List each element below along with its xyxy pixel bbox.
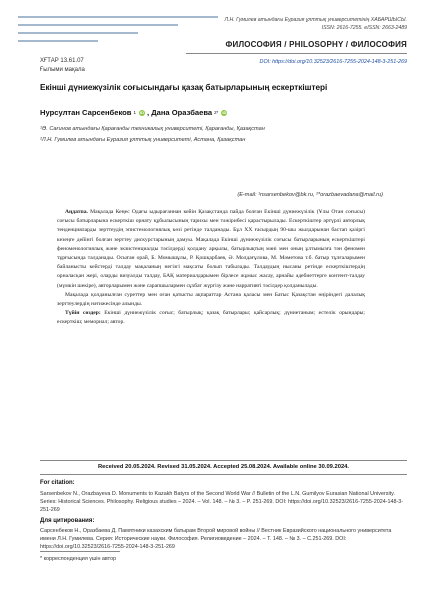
- affiliation-1: ¹Ә. Сағинов атындағы Қарағанды техникалық университеті, Қарағанды, Қазақстан: [40, 126, 265, 132]
- journal-info: [167, 16, 407, 32]
- citation-heading-ru: Для цитирования:: [40, 518, 95, 524]
- citation-text-ru: Сарсенбеков Н., Оразбаева Д. Памятники казахским батырам Второй мировой войны // Вестник Евразийского национального университета имени Л.Н. Гумилева. Серия: Исторические науки. Философия. Религиоведение – 2024. – Т. 148. – № 3. – С.251-269. DOI: https://doi.org/10.32523/2616-7255-2024-148-3-251-269: [40, 528, 392, 551]
- citation-heading-en: For citation:: [40, 480, 75, 486]
- citation-text-en: Sarsenbekov N., Orazbayeva D. Monuments to Kazakh Batyrs of the Second World War // Bulletin of the L.N. Gumilyov Eurasian National University. Series: Historical Sciences. Philosophy. Religious studies – 2024. – Vol. 148. – № 3. – P. 251-269. DOI: https://doi.org/10.32523/2616-7255-2024-148-3-251-269: [40, 491, 404, 514]
- divider: [40, 474, 407, 475]
- abstract-paragraph: [57, 208, 365, 291]
- article-type: Ғылыми мақала: [40, 67, 85, 73]
- affiliation-2: ²Л.Н. Гумилев атындағы Еуразия ұлттық университеті, Астана, Қазақстан: [40, 137, 246, 143]
- author-list: [40, 108, 227, 117]
- abstract: [57, 208, 365, 328]
- section-divider: [186, 53, 407, 54]
- doi-link[interactable]: DOI: https://doi.org/10.32523/2616-7255-2024-148-3-251-269: [259, 59, 407, 65]
- abstract-text: Мақалада Кеңес Одағы ыдырағаннан кейін Қазақстанда пайда болған Екінші дүниежүзілік (Ұлы Отан соғысы) соғысы батырларына ескерткіш орнату құбылысының тарихы мен тәжірибесі қарастырылады. Ескерткіштер әртүрлі авторлық тенденцияларды зерттеудің эпистемологиялық көзі ретінде талданады. Бұл XX ғасырдың 90-шы жылдарынан бастап қазіргі кезеңге дейінгі болған зерттеу дискурстарының дамуы. Мақалада Екінші дүниежүзілік соғысы батырларының ескерткіштері феноменологиялық және экзистенциалды тәсілдерді қолдану арқылы, батырлықтың мәні мен оның ұлтымызға тән феномен тұрғысында талданады. Осыған орай, Б. Момышұлы, Р. Қошқарбаев, Ә. Молдағұлова, М. Мәметова т.б. батыр тұлғаларымен байланысты кейстерді талдау мақаланың негізгі мақсаты болып табылады. Талдаудың нысаны ретінде ескерткіштердің орналасқан жері, оларды визуалды талдау, БАҚ материалдарымен бірлесе жұмыс жасау, арнайы әдебиеттерге контент-талдау (мүмкін шекіре), авторларымен және сарапшылармен сұхбат жүргізу және нарративті тәсілдер қолданылады.: [57, 209, 365, 289]
- author-emails: (E-mail: ¹nsarsenbekov@bk.ru, ²*orazbaevadana@mail.ru): [237, 192, 383, 198]
- keywords-text: Екінші дүниежүзілік соғыс; батырлық; қазақ батырлары; қайсарлық; дүниетаным; естелік орындары; ескерткіш; мемориал; автор.: [57, 310, 365, 326]
- keywords-paragraph: [57, 309, 365, 327]
- section-title: ФИЛОСОФИЯ / PHILOSOPHY / ФИЛОСОФИЯ: [225, 40, 407, 49]
- journal-name: Л.Н. Гумилев атындағы Еуразия ұлттық университетінің ХАБАРШЫСЫ.: [224, 17, 407, 23]
- abstract-label: Аңдатпа.: [65, 209, 88, 215]
- abstract-paragraph: Мақалада қолданылған суреттер мен оған қатысты ақпараттар Астана қаласы мен Батыс Қазақстан өңіріндегі далалық зерттеулердің нәтижесінде алынды.: [57, 291, 365, 308]
- irstp-code: ХҒТАР 13.61.07: [40, 58, 84, 64]
- divider: [40, 460, 407, 461]
- author-name: Нурсултан Сарсенбеков: [40, 108, 132, 117]
- author-name: , Дана Оразбаева: [146, 108, 213, 117]
- author-affil-mark: 2*: [214, 110, 219, 115]
- footnote: * корреспонденция үшін автор: [40, 556, 117, 562]
- footnote-divider: [40, 551, 120, 552]
- orcid-icon[interactable]: iD: [139, 109, 144, 115]
- article-title: Екінші дүниежүзілік соғысындағы қазақ батырларының ескерткіштері: [40, 83, 328, 92]
- journal-issn: ISSN: 2616-7255. eISSN: 2663-2489: [321, 25, 407, 31]
- keywords-label: Түйін сөздер:: [65, 310, 101, 317]
- orcid-icon[interactable]: iD: [222, 109, 227, 115]
- author-affil-mark: 1: [133, 110, 136, 115]
- article-dates: Received 20.05.2024. Revised 31.05.2024. Accepted 25.08.2024. Available online 30.09.2024.: [97, 464, 350, 470]
